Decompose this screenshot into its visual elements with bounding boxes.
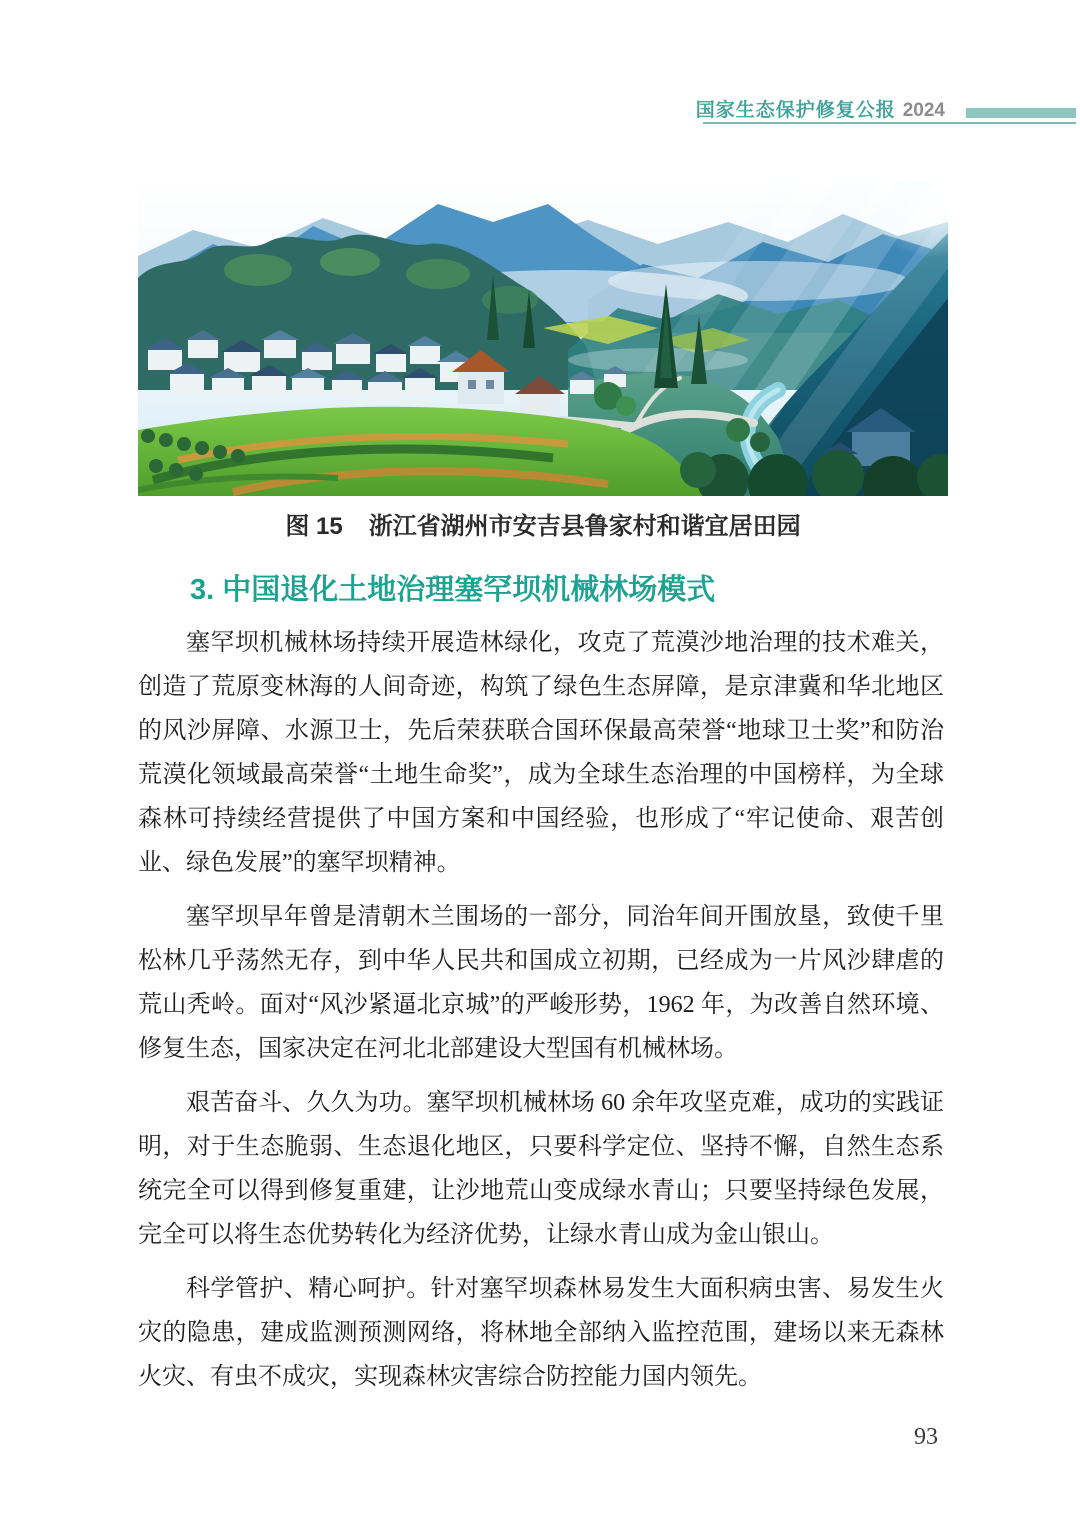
figure-caption bbox=[138, 506, 948, 541]
figure-caption-text: 浙江省湖州市安吉县鲁家村和谐宜居田园 bbox=[368, 513, 801, 540]
paragraph-2: 塞罕坝早年曾是清朝木兰围场的一部分，同治年间开围放垦，致使千里松林几乎荡然无存，到中华人民共和国成立初期，已经成为一片风沙肆虐的荒山秃岭。面对“风沙紧逼北京城”的严峻形势，1962 年，为改善自然环境、修复生态，国家决定在河北北部建设大型国有机械林场。 bbox=[138, 904, 944, 1062]
body-text bbox=[138, 621, 944, 1409]
village-landscape-illustration bbox=[138, 178, 948, 496]
paragraph-3: 艰苦奋斗、久久为功。塞罕坝机械林场 60 余年攻坚克难，成功的实践证明，对于生态脆弱、生态退化地区，只要科学定位、坚持不懈，自然生态系统完全可以得到修复重建，让沙地荒山变成绿水青山；只要坚持绿色发展，完全可以将生态优势转化为经济优势，让绿水青山成为金山银山。 bbox=[138, 1090, 944, 1248]
header-rule bbox=[703, 122, 1076, 124]
paragraph-4: 科学管护、精心呵护。针对塞罕坝森林易发生大面积病虫害、易发生火灾的隐患，建成监测预测网络，将林地全部纳入监控范围，建场以来无森林火灾、有虫不成灾，实现森林灾害综合防控能力国内领先。 bbox=[138, 1276, 944, 1390]
page-header bbox=[696, 95, 945, 122]
report-year: 2024 bbox=[902, 100, 945, 121]
section-heading: 3. 中国退化土地治理塞罕坝机械林场模式 bbox=[190, 574, 716, 606]
header-accent-bar bbox=[966, 108, 1076, 118]
page-number: 93 bbox=[914, 1424, 938, 1450]
figure-photo bbox=[138, 178, 948, 496]
report-title: 国家生态保护修复公报 bbox=[695, 100, 896, 121]
paragraph-1: 塞罕坝机械林场持续开展造林绿化，攻克了荒漠沙地治理的技术难关，创造了荒原变林海的人间奇迹，构筑了绿色生态屏障，是京津冀和华北地区的风沙屏障、水源卫士，先后荣获联合国环保最高荣誉“地球卫士奖”和防治荒漠化领域最高荣誉“土地生命奖”，成为全球生态治理的中国榜样，为全球森林可持续经营提供了中国方案和中国经验，也形成了“牢记使命、艰苦创业、绿色发展”的塞罕坝精神。 bbox=[138, 630, 944, 876]
figure-caption-label: 图 15 bbox=[285, 513, 343, 540]
